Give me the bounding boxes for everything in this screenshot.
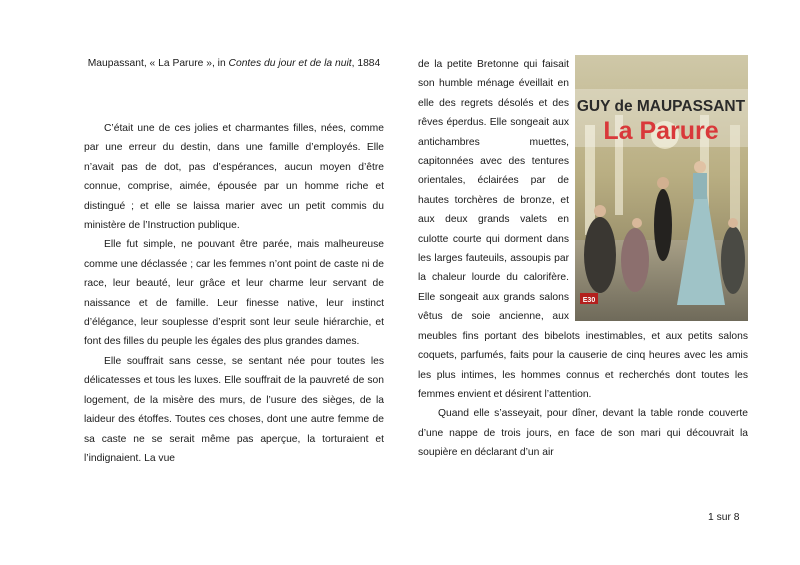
book-title: Contes du jour et de la nuit xyxy=(228,58,352,69)
paragraph: de la petite Bretonne qui faisait son humble ménage éveillait en elle des regrets désolés et des rêves éperdus. Elle songeait aux antichambres muettes, capitonnées avec des tentures orientales, éclairées par de hautes torchères de bronze, et aux deux grands valets en culotte courte qui dorment dans les larges fauteuils, assoupis par la chaleur lourde du calorifère. Elle songeait aux grands salons vêtus de soie ancienne, aux meubles fins portant des bibelots inestimables, et aux petits salons coquets, parfumés, faits pour la causerie de cinq heures avec les amis les plus intimes, les hommes connus et recherchés dont toutes les femmes envient et désirent l’attention. xyxy=(418,59,748,400)
dancer-figure xyxy=(584,217,616,293)
page-number: 1 sur 8 xyxy=(708,512,740,523)
citation-year: , 1884 xyxy=(351,58,381,69)
paragraph: Elle fut simple, ne pouvant être parée, mais malheureuse comme une déclassée ; car les femmes n’ont point de caste ni de race, leur beauté, leur grâce et leur charme leur servant de naissance et de famille. Leur finesse native, leur instinct d’élégance, leur souplesse d’esprit sont leur seule hiérarchie, et font des filles du peuple les égales des plus grandes dames. xyxy=(84,239,384,348)
dancer-figure xyxy=(694,161,706,173)
dancer-figure xyxy=(594,205,606,217)
dancer-figure xyxy=(721,226,745,294)
paragraph: Elle souffrait sans cesse, se sentant née pour toutes les délicatesses et tous les luxes. Elle souffrait de la pauvreté de son logement, de la misère des murs, de l’usure des sièges, de la laideur des étoffes. Toutes ces choses, dont une autre femme de sa caste ne se serait même pas aperçue, la torturaient et l’indignaient. La vue xyxy=(84,355,384,464)
dancer-figure xyxy=(657,177,669,189)
source-citation xyxy=(84,55,384,73)
cover-title: La Parure xyxy=(603,117,719,145)
left-column xyxy=(84,55,384,468)
cover-author: GUY de MAUPASSANT xyxy=(576,98,746,115)
dancer-figure xyxy=(728,218,738,228)
book-cover-image xyxy=(575,55,748,321)
paragraph: C’était une de ces jolies et charmantes filles, nées, comme par une erreur du destin, dans une famille d’employés. Elle n’avait pas de dot, pas d’espérances, aucun moyen d’être connue, comprise, aimée, épousée par un homme riche et distingué ; et elle se laissa marier avec un petit commis du ministère de l’Instruction publique. xyxy=(84,123,384,232)
dancer-figure xyxy=(693,173,707,199)
right-column xyxy=(418,55,748,463)
dancer-figure xyxy=(632,218,642,228)
dancer-figure xyxy=(621,228,649,292)
citation-prefix: Maupassant, « La Parure », in xyxy=(87,58,229,69)
publisher-badge-text: E30 xyxy=(582,297,596,304)
paragraph: Quand elle s’asseyait, pour dîner, devant la table ronde couverte d’une nappe de trois jours, en face de son mari qui découvrait la soupière en déclarant d’un air xyxy=(418,408,748,459)
dancer-figure xyxy=(654,189,672,261)
